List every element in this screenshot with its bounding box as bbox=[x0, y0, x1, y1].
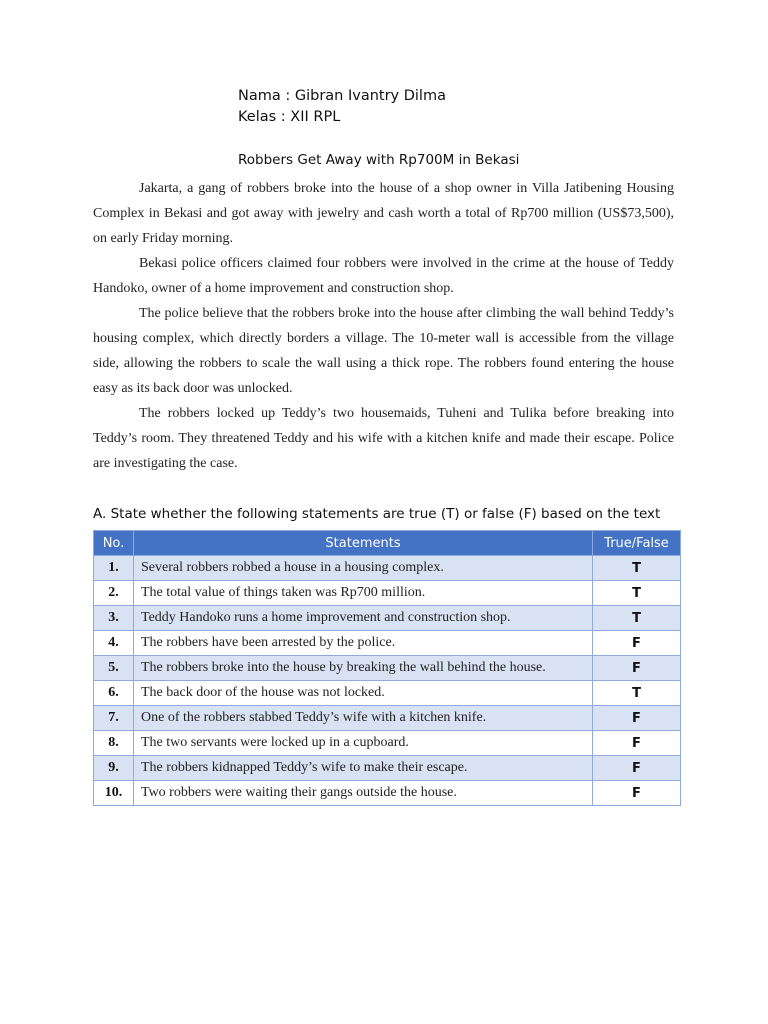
row-number: 8. bbox=[94, 731, 134, 756]
row-statement: The two servants were locked up in a cupboard. bbox=[134, 731, 593, 756]
article-paragraph: Bekasi police officers claimed four robbers were involved in the crime at the house of Teddy Handoko, owner of a home improvement and construction shop. bbox=[93, 256, 674, 296]
row-answer: T bbox=[593, 581, 681, 606]
row-statement: The total value of things taken was Rp700 million. bbox=[134, 581, 593, 606]
column-header-statements: Statements bbox=[134, 531, 593, 556]
table-row bbox=[94, 781, 681, 806]
table-row bbox=[94, 556, 681, 581]
row-number: 4. bbox=[94, 631, 134, 656]
row-number: 5. bbox=[94, 656, 134, 681]
table-header-row bbox=[94, 531, 681, 556]
table-row bbox=[94, 706, 681, 731]
row-number: 9. bbox=[94, 756, 134, 781]
row-statement: Two robbers were waiting their gangs outside the house. bbox=[134, 781, 593, 806]
row-statement: Teddy Handoko runs a home improvement and construction shop. bbox=[134, 606, 593, 631]
row-answer: T bbox=[593, 556, 681, 581]
row-statement: The robbers broke into the house by breaking the wall behind the house. bbox=[134, 656, 593, 681]
row-answer: F bbox=[593, 631, 681, 656]
row-number: 7. bbox=[94, 706, 134, 731]
table-row bbox=[94, 756, 681, 781]
article-paragraph: The police believe that the robbers broke into the house after climbing the wall behind Teddy’s housing complex, which directly borders a village. The 10-meter wall is accessible from the village side, allowing the robbers to scale the wall using a thick rope. The robbers found entering the house easy as its back door was unlocked. bbox=[93, 306, 674, 396]
table-row bbox=[94, 606, 681, 631]
row-statement: One of the robbers stabbed Teddy’s wife with a kitchen knife. bbox=[134, 706, 593, 731]
row-number: 1. bbox=[94, 556, 134, 581]
table-row bbox=[94, 581, 681, 606]
row-answer: F bbox=[593, 756, 681, 781]
row-number: 3. bbox=[94, 606, 134, 631]
row-answer: F bbox=[593, 656, 681, 681]
table-row bbox=[94, 681, 681, 706]
student-info bbox=[238, 86, 446, 128]
student-name: Nama : Gibran Ivantry Dilma bbox=[238, 88, 446, 104]
table-row bbox=[94, 731, 681, 756]
table-row bbox=[94, 656, 681, 681]
student-class: Kelas : XII RPL bbox=[238, 109, 341, 125]
row-answer: T bbox=[593, 606, 681, 631]
row-statement: The robbers have been arrested by the police. bbox=[134, 631, 593, 656]
true-false-table bbox=[93, 530, 681, 806]
row-number: 2. bbox=[94, 581, 134, 606]
row-number: 6. bbox=[94, 681, 134, 706]
column-header-no: No. bbox=[94, 531, 134, 556]
row-answer: F bbox=[593, 706, 681, 731]
article-paragraph: The robbers locked up Teddy’s two housemaids, Tuheni and Tulika before breaking into Teddy’s room. They threatened Teddy and his wife with a kitchen knife and made their escape. Police are investigating the case. bbox=[93, 406, 674, 471]
row-number: 10. bbox=[94, 781, 134, 806]
exercise-instruction: A. State whether the following statements are true (T) or false (F) based on the text bbox=[93, 506, 661, 522]
row-statement: The back door of the house was not locked. bbox=[134, 681, 593, 706]
row-statement: The robbers kidnapped Teddy’s wife to make their escape. bbox=[134, 756, 593, 781]
article-title: Robbers Get Away with Rp700M in Bekasi bbox=[238, 152, 520, 168]
article-paragraph: Jakarta, a gang of robbers broke into the house of a shop owner in Villa Jatibening Housing Complex in Bekasi and got away with jewelry and cash worth a total of Rp700 million (US$73,500), on early Friday morning. bbox=[93, 181, 674, 246]
table-row bbox=[94, 631, 681, 656]
column-header-answer: True/False bbox=[593, 531, 681, 556]
row-statement: Several robbers robbed a house in a housing complex. bbox=[134, 556, 593, 581]
row-answer: F bbox=[593, 781, 681, 806]
row-answer: T bbox=[593, 681, 681, 706]
row-answer: F bbox=[593, 731, 681, 756]
article-body bbox=[93, 176, 674, 476]
